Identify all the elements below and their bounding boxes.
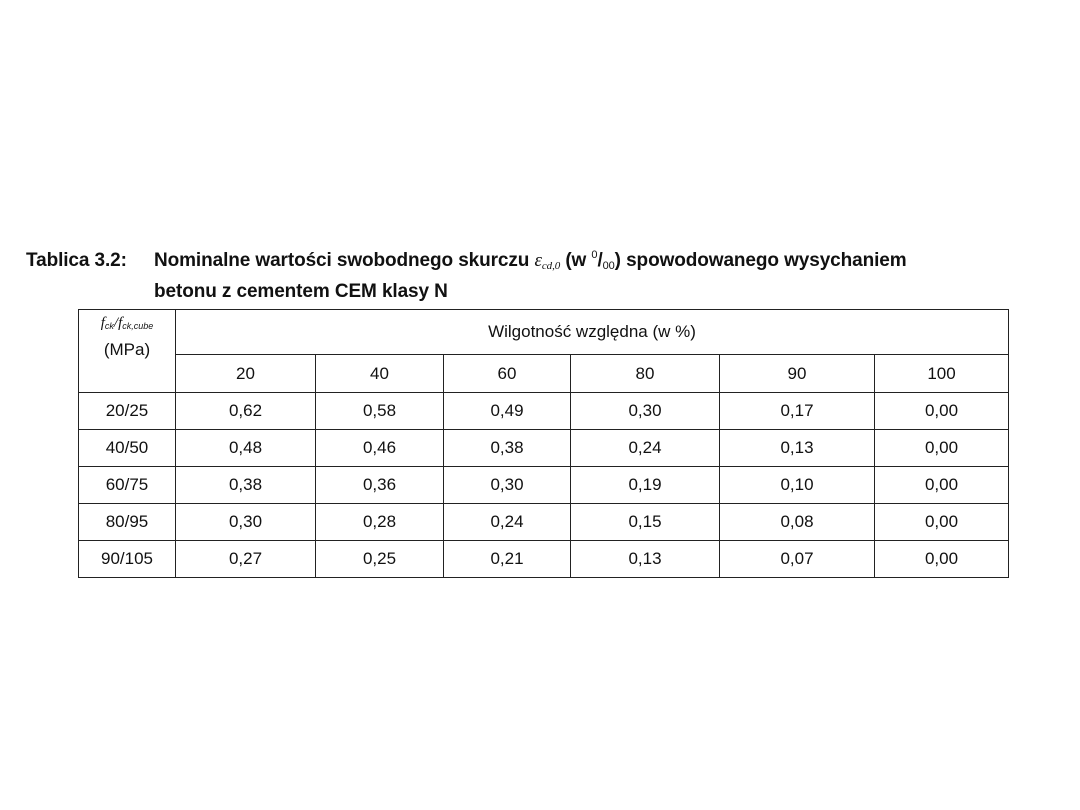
table-row xyxy=(79,467,1009,504)
concrete-class-cell: 90/105 xyxy=(79,541,176,578)
humidity-column-header: 60 xyxy=(444,355,571,393)
shrinkage-value-cell: 0,24 xyxy=(444,504,571,541)
concrete-class-cell: 40/50 xyxy=(79,430,176,467)
concrete-class-cell: 80/95 xyxy=(79,504,176,541)
unit-label: (MPa) xyxy=(103,340,151,359)
shrinkage-value-cell: 0,36 xyxy=(316,467,444,504)
shrinkage-value-cell: 0,38 xyxy=(444,430,571,467)
table-row xyxy=(79,541,1009,578)
caption-text-continued: spowodowanego wysychaniem xyxy=(626,250,907,271)
shrinkage-symbol: $\varepsilon_{cd,0}$ xyxy=(534,250,561,272)
shrinkage-value-cell: 0,49 xyxy=(444,393,571,430)
shrinkage-value-cell: 0,00 xyxy=(875,504,1009,541)
table-caption xyxy=(26,242,1071,305)
strength-class-header: fck/fck,cube (MPa) xyxy=(79,310,176,393)
shrinkage-value-cell: 0,10 xyxy=(720,467,875,504)
humidity-column-header: 80 xyxy=(571,355,720,393)
shrinkage-value-cell: 0,48 xyxy=(176,430,316,467)
humidity-column-header: 100 xyxy=(875,355,1009,393)
shrinkage-value-cell: 0,30 xyxy=(444,467,571,504)
shrinkage-value-cell: 0,30 xyxy=(571,393,720,430)
shrinkage-value-cell: 0,00 xyxy=(875,430,1009,467)
shrinkage-value-cell: 0,58 xyxy=(316,393,444,430)
humidity-columns-row xyxy=(79,355,1009,393)
shrinkage-value-cell: 0,13 xyxy=(720,430,875,467)
shrinkage-value-cell: 0,21 xyxy=(444,541,571,578)
humidity-column-header: 40 xyxy=(316,355,444,393)
shrinkage-value-cell: 0,24 xyxy=(571,430,720,467)
shrinkage-value-cell: 0,00 xyxy=(875,541,1009,578)
table-row xyxy=(79,430,1009,467)
caption-unit: (w $^0$/00) xyxy=(565,249,621,272)
shrinkage-value-cell: 0,17 xyxy=(720,393,875,430)
caption-text: Nominalne wartości swobodnego skurczu xyxy=(154,250,530,271)
shrinkage-value-cell: 0,62 xyxy=(176,393,316,430)
shrinkage-value-cell: 0,30 xyxy=(176,504,316,541)
shrinkage-value-cell: 0,19 xyxy=(571,467,720,504)
shrinkage-value-cell: 0,00 xyxy=(875,467,1009,504)
shrinkage-value-cell: 0,28 xyxy=(316,504,444,541)
shrinkage-table xyxy=(78,309,1009,578)
concrete-class-cell: 60/75 xyxy=(79,467,176,504)
table-number: Tablica 3.2: xyxy=(26,250,127,271)
shrinkage-value-cell: 0,38 xyxy=(176,467,316,504)
humidity-column-header: 20 xyxy=(176,355,316,393)
shrinkage-value-cell: 0,00 xyxy=(875,393,1009,430)
concrete-class-cell: 20/25 xyxy=(79,393,176,430)
table-row xyxy=(79,504,1009,541)
shrinkage-value-cell: 0,07 xyxy=(720,541,875,578)
table-row xyxy=(79,393,1009,430)
humidity-column-header: 90 xyxy=(720,355,875,393)
shrinkage-value-cell: 0,46 xyxy=(316,430,444,467)
caption-line-2: betonu z cementem CEM klasy N xyxy=(154,281,448,302)
humidity-group-header: Wilgotność względna (w %) xyxy=(176,310,1009,355)
shrinkage-value-cell: 0,08 xyxy=(720,504,875,541)
table-body xyxy=(79,393,1009,578)
shrinkage-value-cell: 0,15 xyxy=(571,504,720,541)
shrinkage-value-cell: 0,27 xyxy=(176,541,316,578)
shrinkage-value-cell: 0,25 xyxy=(316,541,444,578)
shrinkage-value-cell: 0,13 xyxy=(571,541,720,578)
